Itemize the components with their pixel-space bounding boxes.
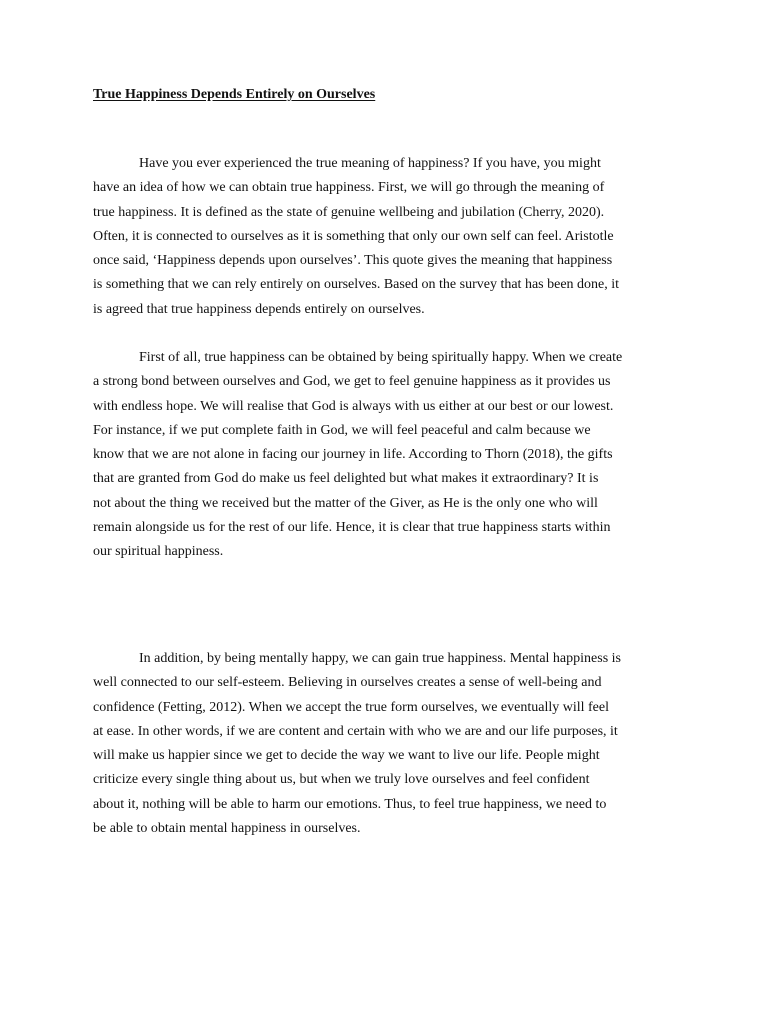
- text-line: Have you ever experienced the true meaning of happiness? If you have, you might: [139, 156, 601, 171]
- text-line: well connected to our self-esteem. Believing in ourselves creates a sense of well-being and: [93, 675, 602, 691]
- text-line: about it, nothing will be able to harm our emotions. Thus, to feel true happiness, we need to: [93, 796, 607, 812]
- text-line: not about the thing we received but the matter of the Giver, as He is the only one who will: [93, 495, 598, 511]
- text-line: is something that we can rely entirely on ourselves. Based on the survey that has been done, it: [93, 277, 620, 293]
- document-title: True Happiness Depends Entirely on Ourselves: [93, 87, 376, 102]
- text-line: criticize every single thing about us, but when we truly love ourselves and feel confident: [93, 772, 590, 788]
- text-line: true happiness. It is defined as the state of genuine wellbeing and jubilation (Cherry, 2020).: [93, 204, 605, 220]
- text-line: a strong bond between ourselves and God, we get to feel genuine happiness as it provides us: [93, 374, 611, 390]
- text-line: In addition, by being mentally happy, we can gain true happiness. Mental happiness is: [139, 651, 621, 666]
- text-line: confidence (Fetting, 2012). When we accept the true form ourselves, we eventually will feel: [93, 699, 609, 715]
- text-line: First of all, true happiness can be obtained by being spiritually happy. When we create: [139, 350, 623, 365]
- text-line: once said, ‘Happiness depends upon ourselves’. This quote gives the meaning that happiness: [93, 253, 613, 269]
- text-line: remain alongside us for the rest of our life. Hence, it is clear that true happiness starts within: [93, 520, 611, 536]
- text-line: be able to obtain mental happiness in ourselves.: [93, 821, 361, 837]
- paragraph-introduction: [93, 152, 619, 322]
- text-line: at ease. In other words, if we are content and certain with who we are and our life purposes, it: [93, 723, 618, 739]
- text-line: with endless hope. We will realise that God is always with us either at our best or our lowest.: [93, 398, 614, 414]
- text-line: that are granted from God do make us feel delighted but what makes it extraordinary? It is: [93, 471, 599, 487]
- text-line: is agreed that true happiness depends entirely on ourselves.: [93, 301, 425, 317]
- text-line: For instance, if we put complete faith in God, we will feel peaceful and calm because we: [93, 422, 591, 438]
- text-line: will make us happier since we get to decide the way we want to live our life. People might: [93, 748, 600, 764]
- text-line: Often, it is connected to ourselves as it is something that only our own self can feel. Aristotle: [93, 228, 614, 244]
- text-line: our spiritual happiness.: [93, 544, 224, 560]
- text-line: know that we are not alone in facing our journey in life. According to Thorn (2018), the gifts: [93, 447, 613, 463]
- text-line: have an idea of how we can obtain true happiness. First, we will go through the meaning of: [93, 180, 605, 196]
- paragraph-spiritual-happiness: [93, 346, 622, 565]
- paragraph-mental-happiness: [93, 647, 621, 841]
